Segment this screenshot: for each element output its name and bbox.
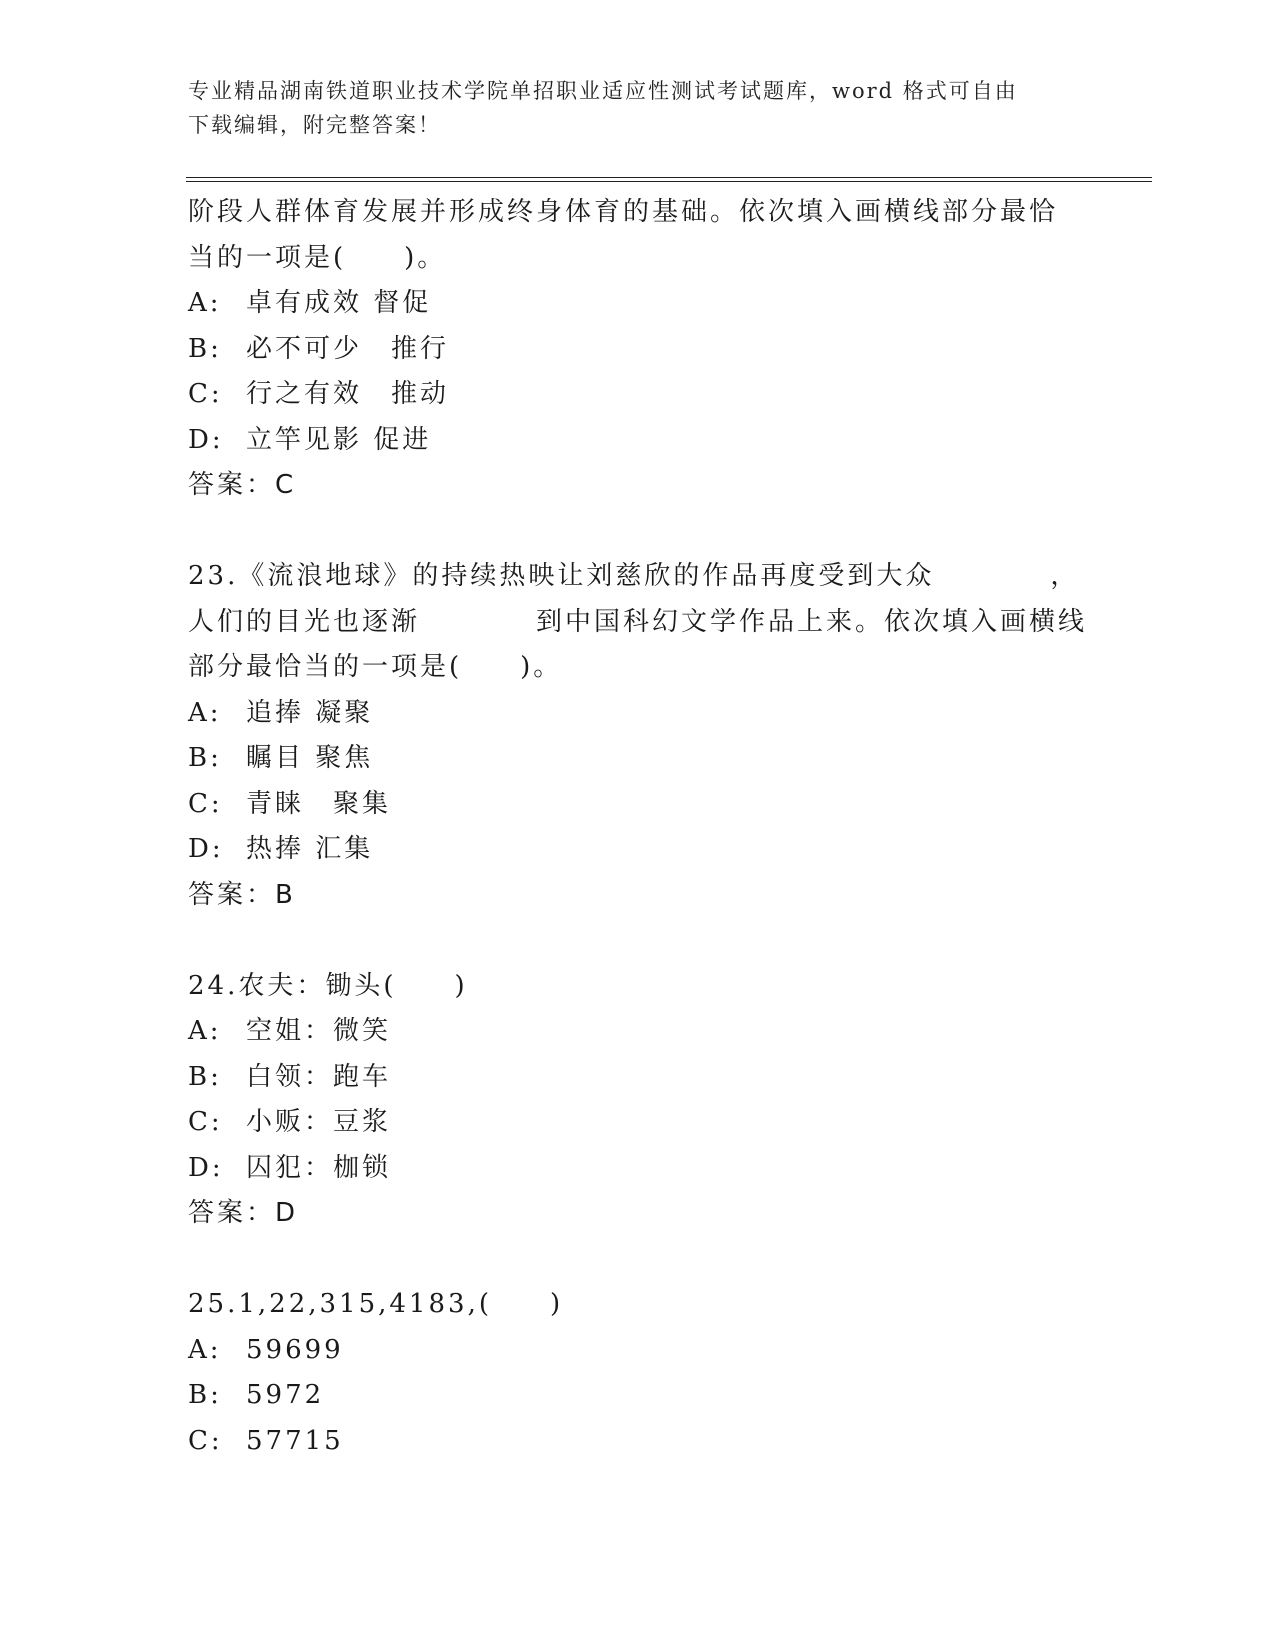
option-label: C: — [188, 788, 223, 819]
answer-line: 答案：C — [188, 470, 297, 500]
header-line-2: 下载编辑，附完整答案！ — [188, 113, 441, 137]
option-label: C: — [188, 1425, 223, 1456]
option-label: A: — [188, 697, 222, 728]
answer-line: 答案：D — [188, 1198, 299, 1228]
option-text: 空姐：微笑 — [246, 1016, 392, 1046]
header-divider-top — [186, 177, 1152, 178]
option-c — [188, 1419, 1088, 1465]
option-b — [188, 327, 1088, 373]
option-a — [188, 281, 1088, 327]
option-c — [188, 782, 1088, 828]
option-label: A: — [188, 288, 222, 318]
question-stem: 23.《流浪地球》的持续热映让刘慈欣的作品再度受到大众 ， — [188, 561, 1080, 591]
spacer — [188, 509, 1088, 555]
option-text: 白领：跑车 — [246, 1061, 392, 1092]
answer-line: 答案：B — [188, 879, 296, 910]
option-label: C: — [188, 379, 223, 409]
option-label: B: — [188, 333, 222, 364]
option-text: 行之有效 推动 — [246, 379, 450, 409]
question-22 — [188, 190, 1088, 509]
question-stem: 25.1,22,315,4183,( ) — [188, 1289, 564, 1319]
option-text: 追捧 凝聚 — [246, 697, 374, 728]
spacer — [188, 918, 1088, 964]
option-b — [188, 1373, 1088, 1419]
option-text: 热捧 汇集 — [246, 834, 374, 864]
question-24 — [188, 964, 1088, 1237]
option-d — [188, 827, 1088, 873]
question-list — [188, 190, 1088, 1464]
document-header — [188, 74, 1068, 142]
option-text: 5972 — [246, 1380, 325, 1410]
spacer — [188, 1237, 1088, 1283]
option-label: B: — [188, 743, 222, 773]
option-label: B: — [188, 1061, 222, 1092]
header-divider-bottom — [186, 181, 1152, 182]
option-b — [188, 736, 1088, 782]
option-label: A: — [188, 1334, 222, 1365]
question-25 — [188, 1282, 1088, 1464]
option-b — [188, 1055, 1088, 1101]
option-text: 59699 — [246, 1334, 344, 1365]
option-a — [188, 1009, 1088, 1055]
option-c — [188, 1100, 1088, 1146]
option-a — [188, 691, 1088, 737]
option-d — [188, 418, 1088, 464]
option-text: 囚犯：枷锁 — [246, 1152, 392, 1183]
option-label: A: — [188, 1016, 222, 1046]
option-text: 青睐 聚集 — [246, 788, 392, 819]
question-stem: 阶段人群体育发展并形成终身体育的基础。依次填入画横线部分最恰 — [188, 197, 1059, 227]
option-text: 卓有成效 督促 — [246, 288, 432, 318]
option-text: 必不可少 推行 — [246, 333, 450, 364]
option-label: D: — [188, 424, 224, 455]
option-a — [188, 1328, 1088, 1374]
question-stem: 24.农夫：锄头( ) — [188, 970, 468, 1001]
question-23 — [188, 554, 1088, 918]
option-label: C: — [188, 1107, 223, 1137]
header-line-1: 专业精品湖南铁道职业技术学院单招职业适应性测试考试题库，word 格式可自由 — [188, 79, 1018, 103]
option-text: 立竿见影 促进 — [246, 424, 432, 455]
option-c — [188, 372, 1088, 418]
question-stem: 人们的目光也逐渐 到中国科幻文学作品上来。依次填入画横线 — [188, 606, 1088, 637]
option-label: B: — [188, 1380, 222, 1410]
option-label: D: — [188, 1152, 224, 1183]
question-stem: 部分最恰当的一项是( )。 — [188, 652, 563, 682]
question-stem: 当的一项是( )。 — [188, 242, 447, 273]
option-text: 小贩：豆浆 — [246, 1107, 392, 1137]
option-text: 瞩目 聚焦 — [246, 743, 374, 773]
option-label: D: — [188, 834, 224, 864]
option-d — [188, 1146, 1088, 1192]
option-text: 57715 — [246, 1425, 344, 1456]
